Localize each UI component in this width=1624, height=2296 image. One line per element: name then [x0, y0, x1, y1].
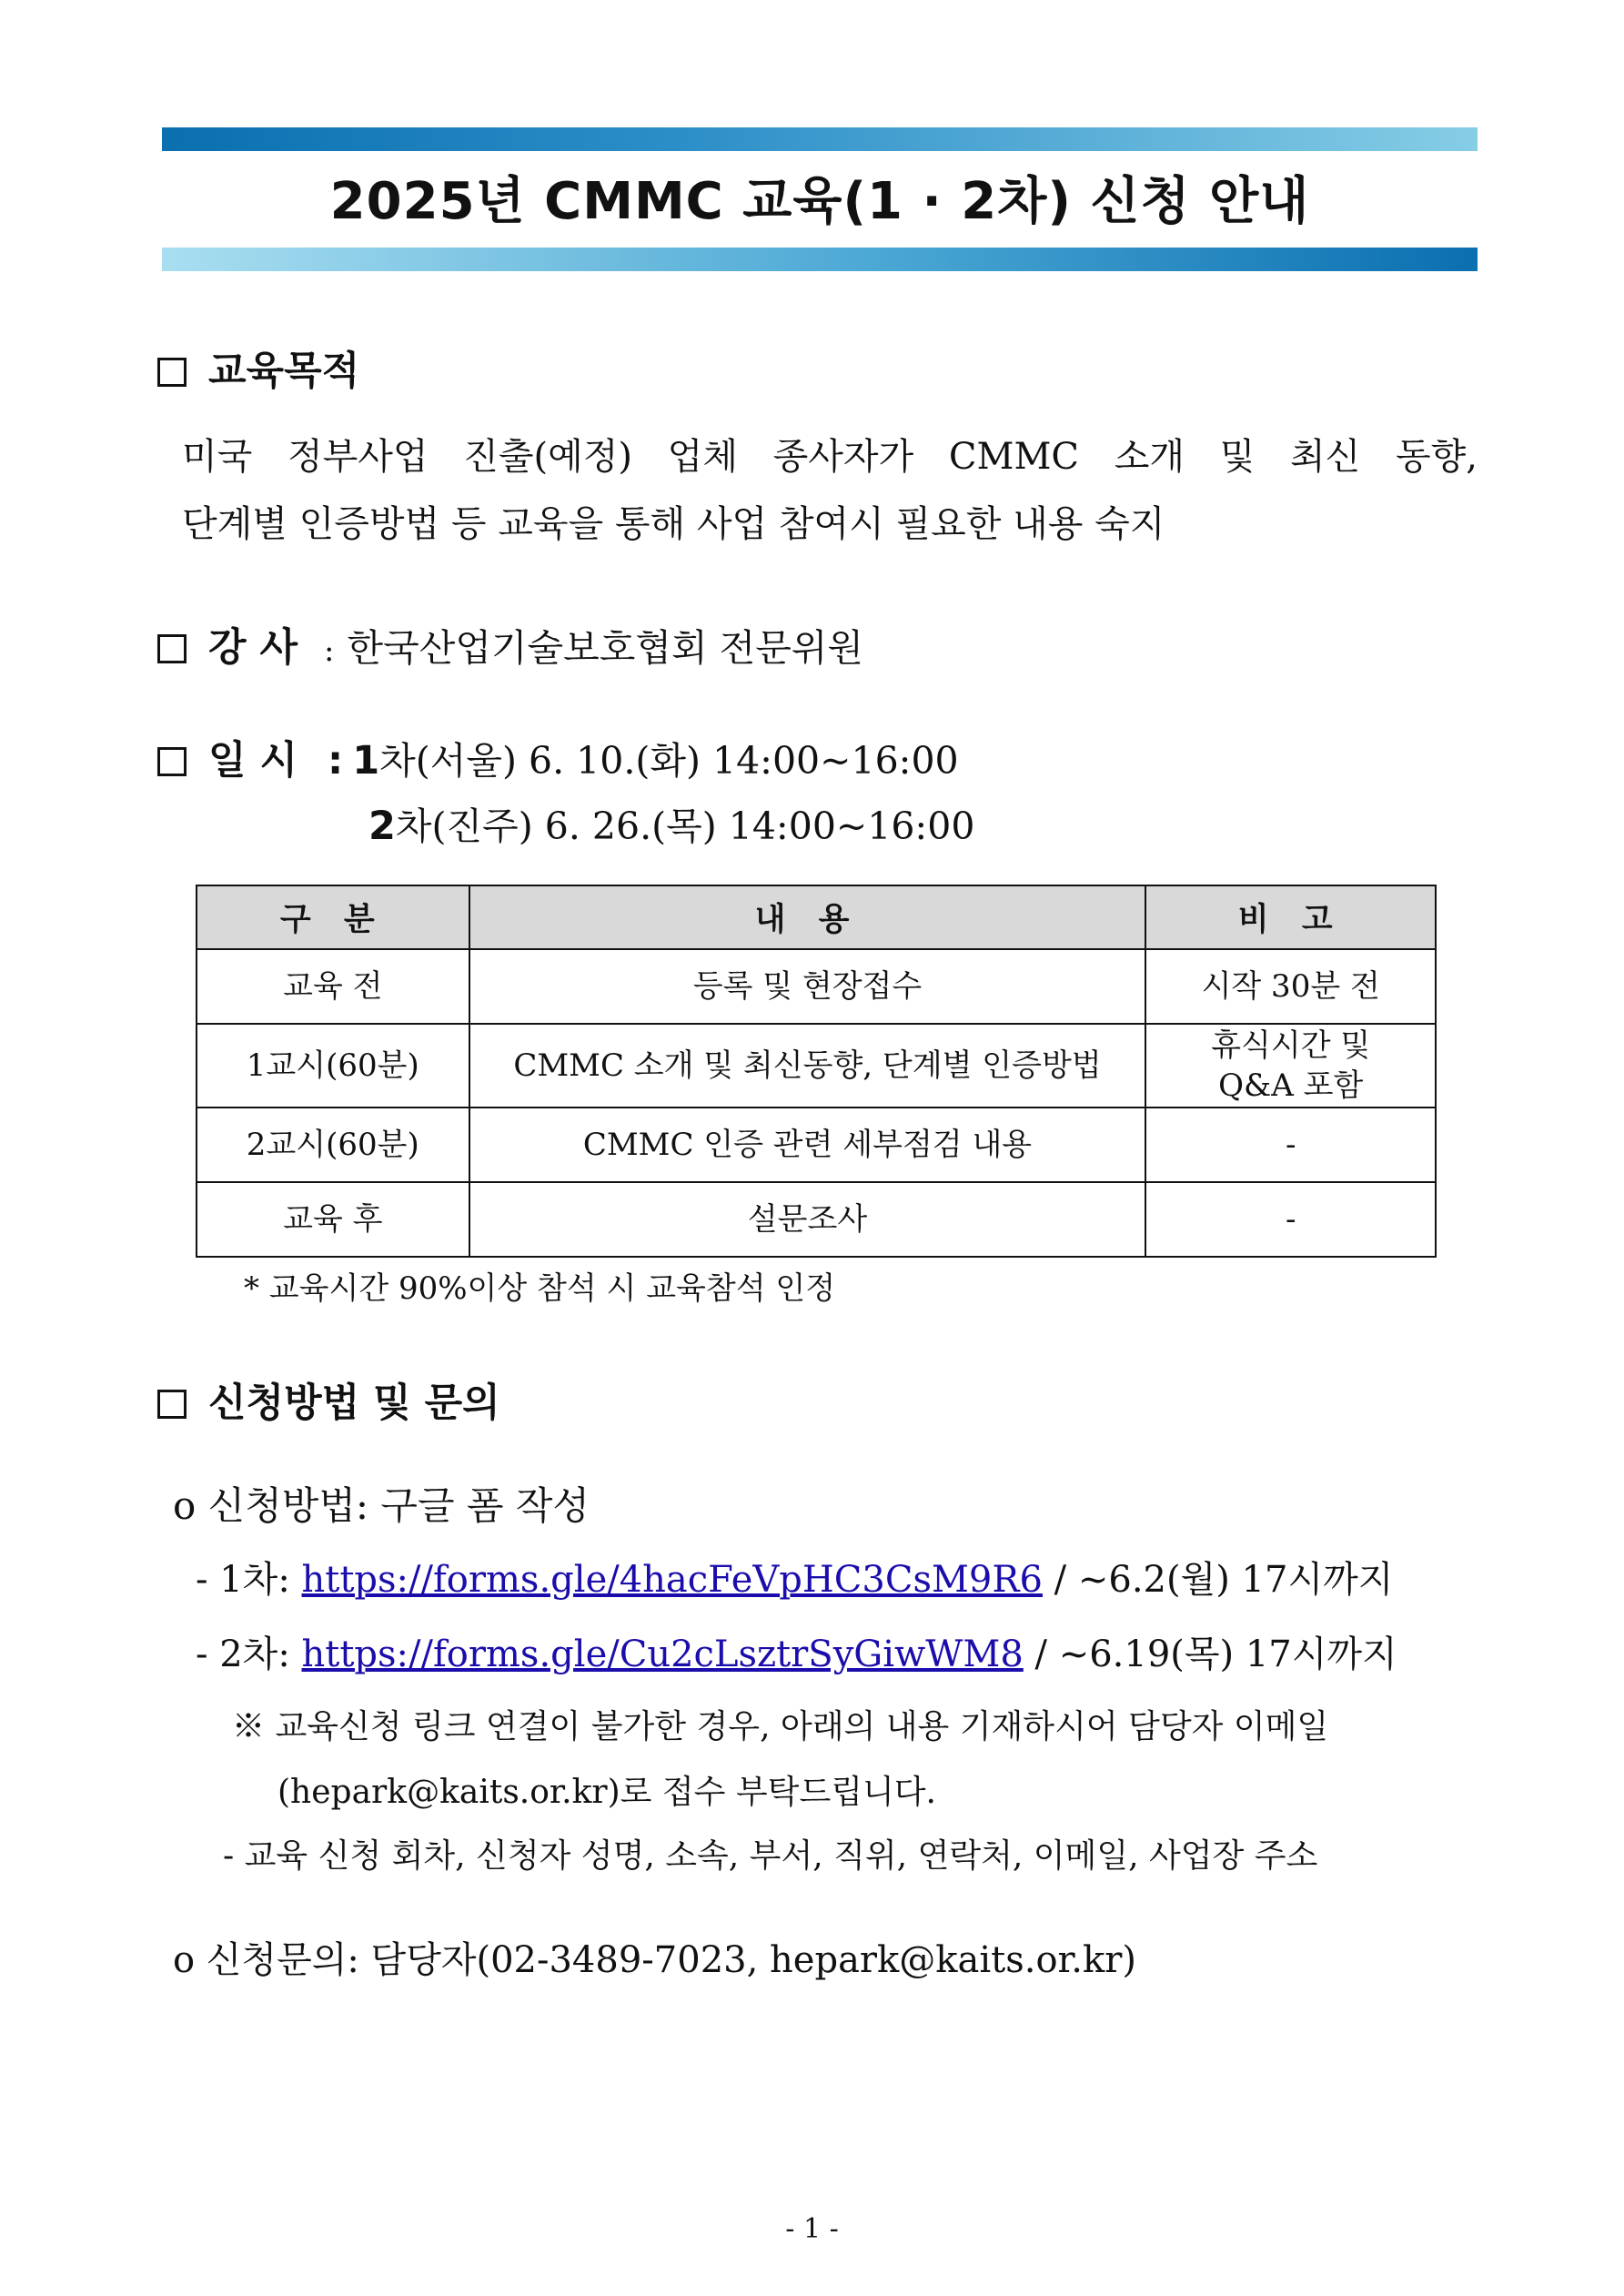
- apply-inquiry: o 신청문의: 담당자(02-3489-7023, hepark@kaits.or.kr): [173, 1939, 1136, 1981]
- remark-line-2: Q&A 포함: [1218, 1067, 1364, 1104]
- schedule-separator: :: [328, 738, 344, 784]
- first-round-label: - 1차:: [196, 1559, 290, 1601]
- table-cell: 등록 및 현장접수: [469, 949, 1146, 1024]
- apply-first-round: [196, 1553, 1393, 1607]
- schedule-row1-text: 차(서울) 6. 10.(화) 14:00~16:00: [379, 739, 959, 783]
- section-apply-heading: [157, 1376, 500, 1431]
- second-round-deadline: / ~6.19(목) 17시까지: [1034, 1633, 1397, 1675]
- table-cell: -: [1145, 1108, 1436, 1182]
- purpose-paragraph: [182, 423, 1478, 558]
- table-cell: CMMC 인증 관련 세부점검 내용: [469, 1108, 1146, 1182]
- schedule-table: [196, 885, 1437, 1258]
- purpose-line-1: 미국 정부사업 진출(예정) 업체 종사자가 CMMC 소개 및 최신 동향,: [182, 436, 1478, 478]
- section-purpose-label: 교육목적: [208, 349, 360, 394]
- table-cell: 2교시(60분): [197, 1108, 469, 1182]
- section-apply-label: 신청방법 및 문의: [208, 1381, 500, 1426]
- table-cell: -: [1145, 1182, 1436, 1257]
- schedule-row2-text: 차(진주) 6. 26.(목) 14:00~16:00: [395, 804, 975, 848]
- title-bottom-bar: [162, 248, 1478, 271]
- table-row: [197, 1108, 1436, 1182]
- checkbox-square-icon: [157, 634, 187, 663]
- section-instructor-label: 강 사: [208, 625, 298, 671]
- table-cell-remark: [1145, 1024, 1436, 1108]
- apply-second-round: [196, 1627, 1397, 1682]
- remark-line-1: 휴식시간 및: [1211, 1027, 1371, 1064]
- first-round-deadline: / ~6.2(월) 17시까지: [1054, 1559, 1394, 1601]
- checkbox-square-icon: [157, 358, 187, 387]
- section-schedule: [157, 733, 959, 788]
- section-instructor: [157, 621, 863, 678]
- table-cell: CMMC 소개 및 최신동향, 단계별 인증방법: [469, 1024, 1146, 1108]
- notice-line-2: (hepark@kaits.or.kr)로 접수 부탁드립니다.: [277, 1774, 936, 1811]
- instructor-separator: :: [324, 632, 335, 669]
- second-round-form-link[interactable]: https://forms.gle/Cu2cLsztrSyGiwWM8: [301, 1633, 1024, 1675]
- table-header-content: 내 용: [469, 885, 1146, 949]
- page-number: - 1 -: [785, 2213, 839, 2245]
- table-note: * 교육시간 90%이상 참석 시 교육참석 인정: [244, 1270, 836, 1307]
- section-purpose-heading: [157, 344, 359, 399]
- table-cell: 시작 30분 전: [1145, 949, 1436, 1024]
- table-cell: 교육 전: [197, 949, 469, 1024]
- table-header-remark: 비 고: [1145, 885, 1436, 949]
- notice-line-1: ※ 교육신청 링크 연결이 불가한 경우, 아래의 내용 기재하시어 담당자 이메일: [232, 1708, 1329, 1745]
- required-items: - 교육 신청 회차, 신청자 성명, 소속, 부서, 직위, 연락처, 이메일, 사업장 주소: [223, 1837, 1318, 1875]
- schedule-row1-number: 1: [352, 738, 380, 784]
- section-schedule-label: 일 시: [208, 738, 298, 784]
- table-row: [197, 1182, 1436, 1257]
- table-cell: 교육 후: [197, 1182, 469, 1257]
- title-top-bar: [162, 127, 1478, 151]
- instructor-value: 한국산업기술보호협회 전문위원: [347, 626, 864, 670]
- first-round-form-link[interactable]: https://forms.gle/4hacFeVpHC3CsM9R6: [301, 1559, 1043, 1601]
- table-header-row: [197, 885, 1436, 949]
- schedule-row2: [368, 799, 974, 854]
- schedule-row2-number: 2: [368, 804, 396, 849]
- table-row: [197, 949, 1436, 1024]
- purpose-line-2: 단계별 인증방법 등 교육을 통해 사업 참여시 필요한 내용 숙지: [182, 503, 1165, 545]
- page-title: 2025년 CMMC 교육(1 · 2차) 신청 안내: [329, 172, 1310, 231]
- apply-method: o 신청방법: 구글 폼 작성: [173, 1483, 590, 1528]
- table-cell: 1교시(60분): [197, 1024, 469, 1108]
- second-round-label: - 2차:: [196, 1633, 290, 1675]
- table-row: [197, 1024, 1436, 1108]
- checkbox-square-icon: [157, 747, 187, 776]
- table-cell: 설문조사: [469, 1182, 1146, 1257]
- checkbox-square-icon: [157, 1390, 187, 1419]
- table-header-category: 구 분: [197, 885, 469, 949]
